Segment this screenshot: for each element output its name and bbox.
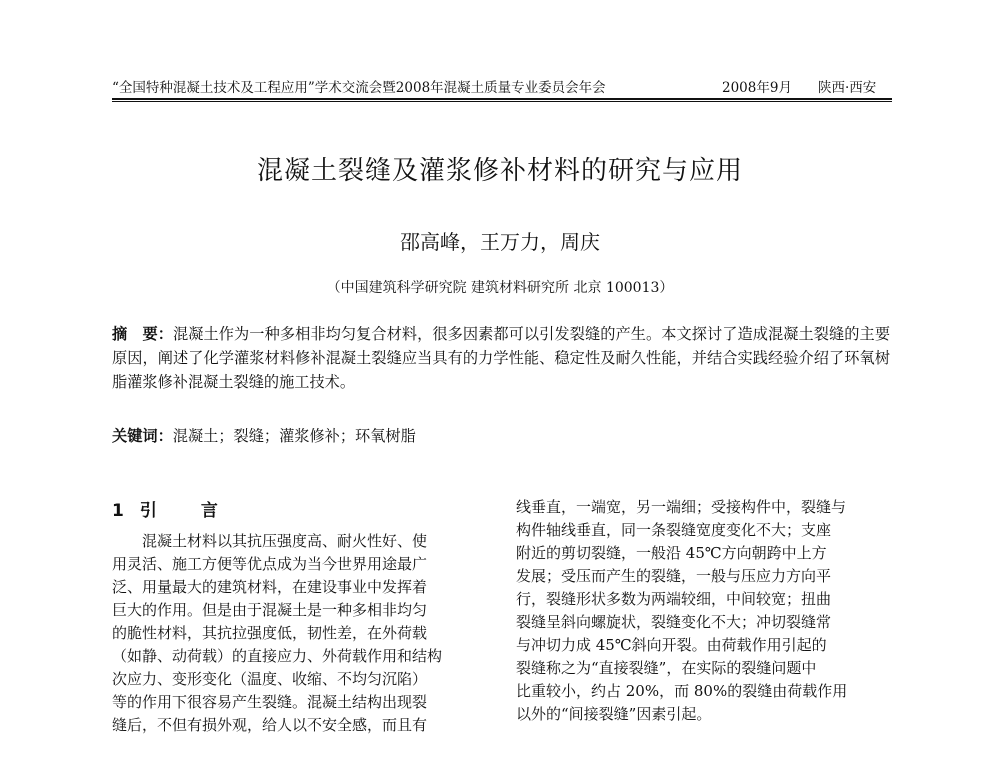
left-line: 次应力、变形变化（温度、收缩、不均匀沉陷） (112, 670, 428, 688)
keywords-text: 混凝土；裂缝；灌浆修补；环氧树脂 (172, 427, 416, 445)
right-line: 裂缝称之为“直接裂缝”，在实际的裂缝问题中 (516, 659, 817, 677)
header-conference: “全国特种混凝土技术及工程应用”学术交流会暨2008年混凝土质量专业委员会年会 (112, 80, 606, 96)
right-line: 发展；受压而产生的裂缝，一般与压应力方向平 (516, 567, 832, 585)
left-line: 的脆性材料，其抗拉强度低，韧性差，在外荷载 (112, 624, 428, 642)
right-line: 线垂直，一端宽，另一端细；受接构件中，裂缝与 (516, 498, 847, 516)
paper-authors: 邵高峰，王万力，周庆 (400, 230, 600, 254)
header-date: 2008年9月 (722, 80, 792, 96)
header-location: 陕西·西安 (818, 80, 877, 96)
left-line: 用灵活、施工方便等优点成为当今世界用途最广 (112, 555, 428, 573)
right-line: 附近的剪切裂缝，一般沿 45℃方向朝跨中上方 (516, 544, 827, 562)
left-line: 缝后，不但有损外观，给人以不安全感，而且有 (112, 716, 428, 734)
right-line: 以外的“间接裂缝”因素引起。 (516, 705, 712, 723)
header-rule-thin (112, 101, 892, 102)
running-header (112, 76, 890, 98)
abstract-label: 摘 要： (112, 325, 174, 343)
paper-affiliation: （中国建筑科学研究院 建筑材料研究所 北京 100013） (326, 280, 674, 296)
paper-title: 混凝土裂缝及灌浆修补材料的研究与应用 (256, 156, 743, 186)
section-heading (112, 496, 218, 521)
right-line: 行，裂缝形状多数为两端较细，中间较宽；扭曲 (516, 590, 832, 608)
right-line: 比重较小，约占 20%，而 80%的裂缝由荷载作用 (516, 682, 848, 700)
right-column (516, 496, 890, 726)
abstract (112, 322, 890, 394)
section-title-part2: 言 (200, 501, 218, 521)
left-column (112, 530, 490, 737)
left-line: （如静、动荷载）的直接应力、外荷载作用和结构 (112, 647, 443, 665)
header-rule-thick (112, 98, 892, 100)
right-line: 裂缝呈斜向螺旋状，裂缝变化不大；冲切裂缝常 (516, 613, 832, 631)
left-line: 等的作用下很容易产生裂缝。混凝土结构出现裂 (112, 693, 428, 711)
abstract-text: 混凝土作为一种多相非均匀复合材料，很多因素都可以引发裂缝的产生。本文探讨了造成混凝土裂缝的主要原因，阐述了化学灌浆材料修补混凝土裂缝应当具有的力学性能、稳定性及耐久性能，并结合实践经验介绍了环氧树脂灌浆修补混凝土裂缝的施工技术。 (112, 325, 891, 391)
section-title-part1: 引 (139, 501, 157, 521)
keywords (112, 424, 890, 448)
section-number: 1 (112, 501, 124, 521)
keywords-label: 关键词： (112, 427, 173, 445)
left-line: 混凝土材料以其抗压强度高、耐火性好、使 (112, 532, 428, 550)
left-line: 巨大的作用。但是由于混凝土是一种多相非均匀 (112, 601, 428, 619)
right-line: 构件轴线垂直，同一条裂缝宽度变化不大；支座 (516, 521, 832, 539)
right-line: 与冲切力成 45℃斜向开裂。由荷载作用引起的 (516, 636, 827, 654)
left-line: 泛、用量最大的建筑材料，在建设事业中发挥着 (112, 578, 428, 596)
